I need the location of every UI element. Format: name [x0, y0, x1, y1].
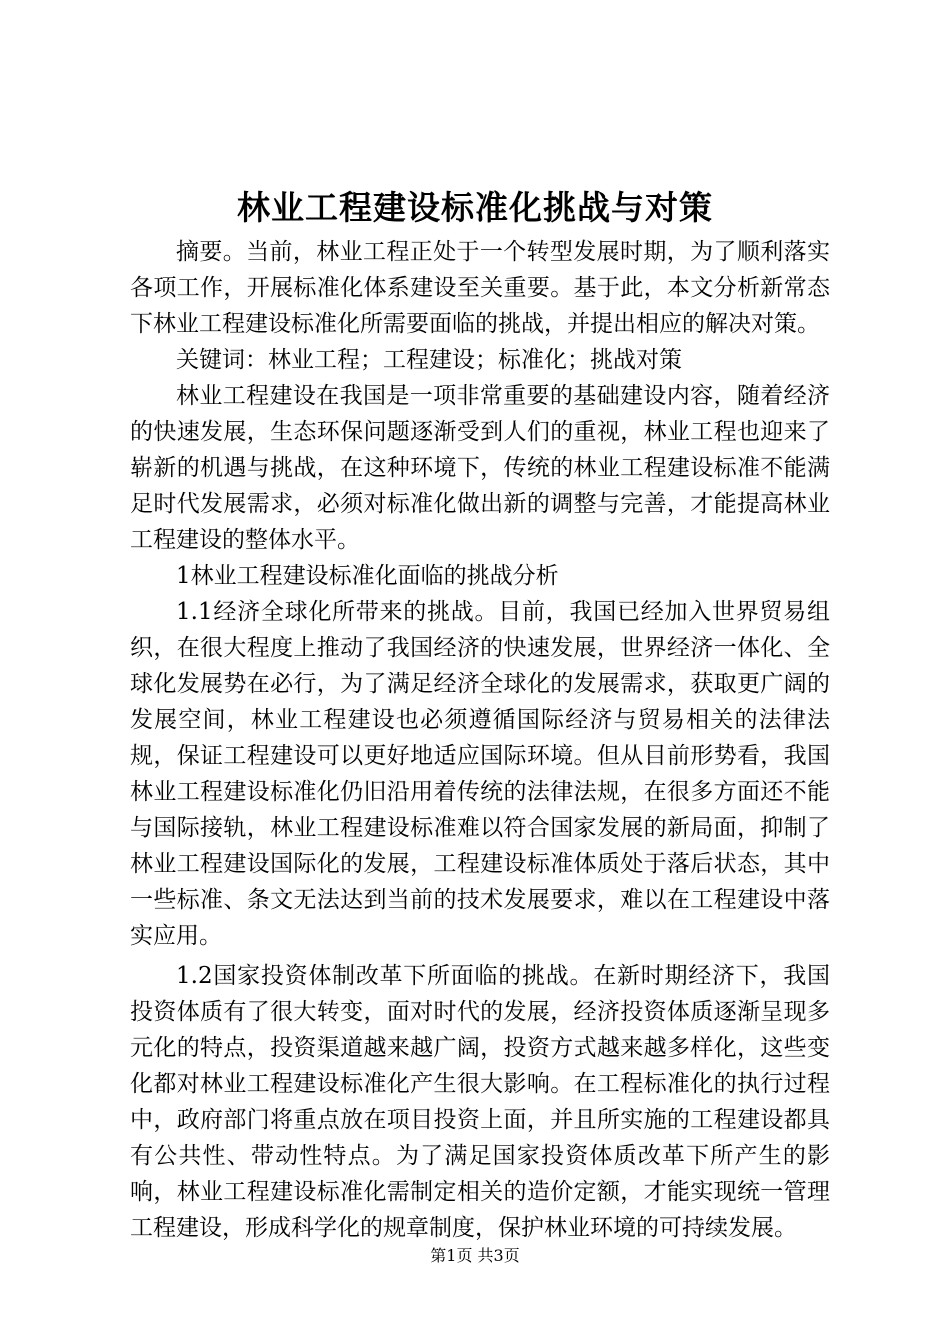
keywords-paragraph: 关键词：林业工程；工程建设；标准化；挑战对策: [176, 347, 682, 373]
document-title: 林业工程建设标准化挑战与对策: [237, 188, 713, 227]
section-heading: 1林业工程建设标准化面临的挑战分析: [176, 563, 559, 589]
subsection-paragraph-1-2: 1.2国家投资体制改革下所面临的挑战。在新时期经济下，我国投资体质有了很大转变，面对时代的发展，经济投资体质逐渐呈现多元化的特点，投资渠道越来越广阔，投资方式越来越多样化，这些变化都对林业工程建设标准化产生很大影响。在工程标准化的执行过程中，政府部门将重点放在项目投资上面，并且所实施的工程建设都具有公共性、带动性特点。为了满足国家投资体质改革下所产生的影响，林业工程建设标准化需制定相关的造价定额，才能实现统一管理工程建设，形成科学化的规章制度，保护林业环境的可持续发展。: [130, 963, 830, 1241]
page-footer: 第1页 共3页: [430, 1246, 520, 1265]
subsection-paragraph-1-1: 1.1经济全球化所带来的挑战。目前，我国已经加入世界贸易组织，在很大程度上推动了我国经济的快速发展，世界经济一体化、全球化发展势在必行，为了满足经济全球化的发展需求，获取更广阔的发展空间，林业工程建设也必须遵循国际经济与贸易相关的法律法规，保证工程建设可以更好地适应国际环境。但从目前形势看，我国林业工程建设标准化仍旧沿用着传统的法律法规，在很多方面还不能与国际接轨，林业工程建设标准难以符合国家发展的新局面，抑制了林业工程建设国际化的发展，工程建设标准体质处于落后状态，其中一些标准、条文无法达到当前的技术发展要求，难以在工程建设中落实应用。: [130, 599, 830, 949]
document-body: [130, 234, 830, 1246]
abstract-paragraph: 摘要。当前，林业工程正处于一个转型发展时期，为了顺利落实各项工作，开展标准化体系建设至关重要。基于此，本文分析新常态下林业工程建设标准化所需要面临的挑战，并提出相应的解决对策。: [130, 239, 830, 337]
intro-paragraph: 林业工程建设在我国是一项非常重要的基础建设内容，随着经济的快速发展，生态环保问题逐渐受到人们的重视，林业工程也迎来了崭新的机遇与挑战，在这种环境下，传统的林业工程建设标准不能满足时代发展需求，必须对标准化做出新的调整与完善，才能提高林业工程建设的整体水平。: [130, 383, 830, 553]
